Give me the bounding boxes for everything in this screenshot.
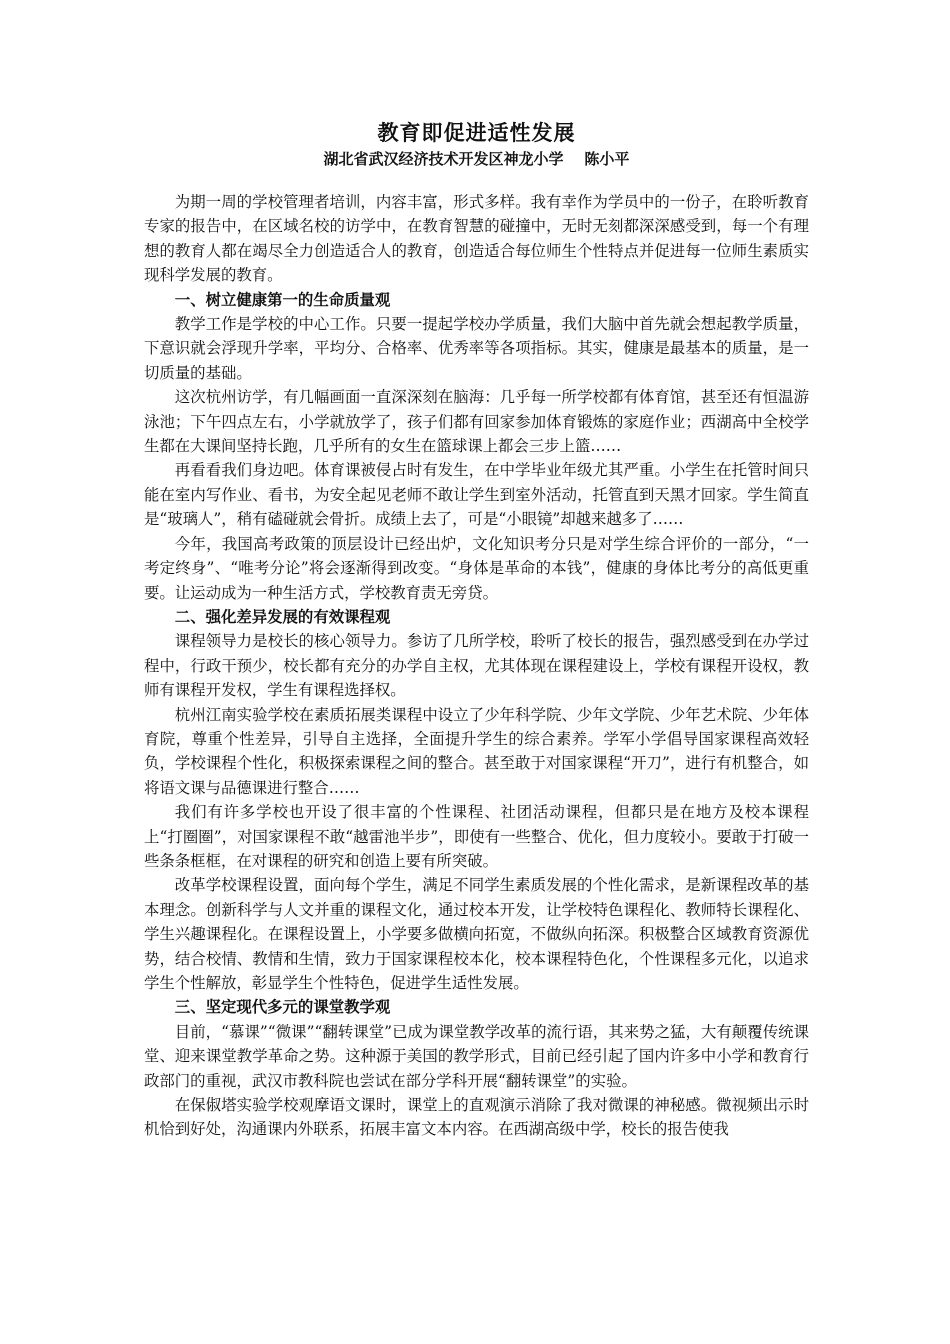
paragraph: 我们有许多学校也开设了很丰富的个性课程、社团活动课程，但都只是在地方及校本课程上“打圈圈”，对国家课程不敢“越雷池半步”，即使有一些整合、优化，但力度较小。要敢于打破一些条条框框，在对课程的研究和创造上要有所突破。 (144, 803, 809, 870)
paragraph: 课程领导力是校长的核心领导力。参访了几所学校，聆听了校长的报告，强烈感受到在办学过程中，行政干预少，校长都有充分的办学自主权，尤其体现在课程建设上，学校有课程开设权，教师有课程开发权，学生有课程选择权。 (144, 632, 809, 700)
section-heading: 二、强化差异发展的有效课程观 (174, 607, 391, 626)
section-heading: 一、树立健康第一的生命质量观 (174, 290, 391, 309)
paragraph: 教学工作是学校的中心工作。只要一提起学校办学质量，我们大脑中首先就会想起教学质量，下意识就会浮现升学率，平均分、合格率、优秀率等各项指标。其实，健康是最基本的质量，是一切质量的基础。 (144, 315, 809, 382)
paragraph: 在保俶塔实验学校观摩语文课时，课堂上的直观演示消除了我对微课的神秘感。微视频出示时机恰到好处，沟通课内外联系，拓展丰富文本内容。在西湖高级中学，校长的报告使我 (144, 1096, 809, 1139)
document-body (144, 190, 809, 1142)
author-line: 湖北省武汉经济技术开发区神龙小学 陈小平 (323, 150, 630, 168)
paragraph: 再看看我们身边吧。体育课被侵占时有发生，在中学毕业年级尤其严重。小学生在托管时间只能在室内写作业、看书，为安全起见老师不敢让学生到室外活动，托管直到天黑才回家。学生简直是“玻璃人”，稍有磕碰就会骨折。成绩上去了，可是“小眼镜”却越来越多了…… (144, 461, 809, 529)
section-heading: 三、坚定现代多元的课堂教学观 (174, 998, 391, 1017)
paragraph: 目前，“慕课”“微课”“翻转课堂”已成为课堂教学改革的流行语，其来势之猛，大有颠覆传统课堂、迎来课堂教学革命之势。这种源于美国的教学形式，目前已经引起了国内许多中小学和教育行政部门的重视，武汉市教科院也尝试在部分学科开展“翻转课堂”的实验。 (144, 1022, 809, 1090)
paragraph: 杭州江南实验学校在素质拓展类课程中设立了少年科学院、少年文学院、少年艺术院、少年体育院，尊重个性差异，引导自主选择，全面提升学生的综合素养。学军小学倡导国家课程高效轻负，学校课程个性化，积极探索课程之间的整合。甚至敢于对国家课程“开刀”，进行有机整合，如将语文课与品德课进行整合…… (144, 705, 809, 797)
paragraph: 为期一周的学校管理者培训，内容丰富，形式多样。我有幸作为学员中的一份子，在聆听教育专家的报告中，在区域名校的访学中，在教育智慧的碰撞中，无时无刻都深深感受到，每一个有理想的教育人都在竭尽全力创造适合人的教育，创造适合每位师生个性特点并促进每一位师生素质实现科学发展的教育。 (144, 193, 809, 285)
document-title: 教育即促进适性发展 (377, 120, 576, 145)
document-page (144, 118, 809, 1142)
paragraph: 今年，我国高考政策的顶层设计已经出炉，文化知识考分只是对学生综合评价的一部分，“一考定终身”、“唯考分论”将会逐渐得到改变。“身体是革命的本钱”，健康的身体比考分的高低更重要。让运动成为一种生活方式，学校教育责无旁贷。 (144, 534, 809, 602)
paragraph: 改革学校课程设置，面向每个学生，满足不同学生素质发展的个性化需求，是新课程改革的基本理念。创新科学与人文并重的课程文化，通过校本开发，让学校特色课程化、教师特长课程化、学生兴趣课程化。在课程设置上，小学要多做横向拓宽，不做纵向拓深。积极整合区域教育资源优势，结合校情、教情和生情，致力于国家课程校本化，校本课程特色化，个性课程多元化，以追求学生个性解放，彰显学生个性特色，促进学生适性发展。 (144, 876, 809, 992)
paragraph: 这次杭州访学，有几幅画面一直深深刻在脑海：几乎每一所学校都有体育馆，甚至还有恒温游泳池；下午四点左右，小学就放学了，孩子们都有回家参加体育锻炼的家庭作业；西湖高中全校学生都在大课间坚持长跑，几乎所有的女生在篮球课上都会三步上篮…… (144, 388, 809, 456)
